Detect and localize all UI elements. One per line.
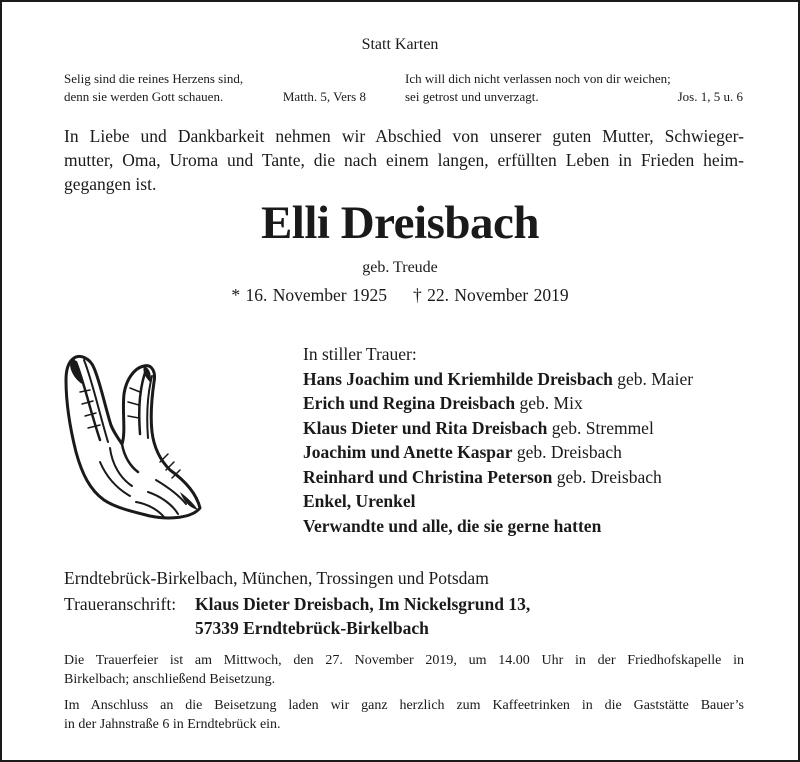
address-line1: Klaus Dieter Dreisbach, Im Nickelsgrund 13, [195,594,531,614]
funeral-info [64,652,744,689]
verse-right-line2-row [405,88,743,106]
mourner-birthname: geb. Mix [515,393,583,413]
bible-verse-right [405,70,743,106]
verse-left-line1: Selig sind die reines Herzens sind, [64,71,244,86]
intro-line: mutter, Oma, Uroma und Tante, die nach einem langen, erfüllten Leben in Frieden heim- [64,150,744,170]
intro-text [64,124,744,196]
mourner-birthname: geb. Dreisbach [512,442,622,462]
mourning-address [64,592,530,640]
address-row-1 [64,592,530,616]
mourner-entry [303,465,693,490]
mourner-name: Reinhard und Christina Peterson [303,466,553,487]
verse-left-reference: Matth. 5, Vers 8 [282,89,366,104]
intro-line: In Liebe und Dankbarkeit nehmen wir Abschied von unserer guten Mutter, Schwieger- [64,126,744,146]
mourner-name: Erich und Regina Dreisbach [303,393,516,413]
mourner-entry [303,514,693,539]
address-line2: 57339 Erndtebrück-Birkelbach [195,618,429,638]
verse-left-line2-row [64,88,366,106]
cities-line: Erndtebrück-Birkelbach, München, Trossingen und Potsdam [64,568,489,588]
funeral-line: Birkelbach; anschließend Beisetzung. [64,671,276,687]
mourning-heading: In stiller Trauer: [303,344,417,364]
mourner-entry [303,367,693,392]
mourner-birthname: geb. Dreisbach [552,466,662,487]
address-row-2 [64,616,530,640]
verse-left-line2: denn sie werden Gott schauen. [64,89,224,104]
birth-date: * 16. November 1925 [231,285,387,305]
coffee-line: Im Anschluss an die Beisetzung laden wir ganz herzlich zum Kaffeetrinken in die Gaststätte Bauer’s [64,698,744,713]
mourner-entry [303,416,693,441]
address-label: Traueranschrift: [64,594,177,614]
mourners-list [303,342,693,538]
funeral-line: Die Trauerfeier ist am Mittwoch, den 27. November 2019, um 14.00 Uhr in der Friedhofskapelle in [64,653,744,668]
coffee-invitation [64,697,744,734]
mourner-birthname: geb. Stremmel [547,417,654,438]
mourner-birthname: geb. Maier [612,368,694,389]
mourner-entry [303,440,693,465]
death-date: † 22. November 2019 [413,285,569,305]
life-dates [2,285,798,306]
deceased-name: Elli Dreisbach [260,197,540,249]
mourner-name: Klaus Dieter und Rita Dreisbach [303,417,548,438]
mourner-name: Verwandte und alle, die sie gerne hatten [303,515,602,536]
coffee-line: in der Jahnstraße 6 in Erndtebrück ein. [64,716,281,732]
mourner-entry [303,391,693,416]
mourner-entry [303,489,693,514]
verse-right-line2: sei getrost und unverzagt. [405,89,539,104]
bible-verse-left [64,70,366,106]
mourner-name: Hans Joachim und Kriemhilde Dreisbach [303,368,613,389]
intro-line: gegangen ist. [64,174,157,194]
mourner-name: Enkel, Urenkel [303,491,416,511]
birth-name: geb. Treude [362,259,438,276]
verse-right-reference: Jos. 1, 5 u. 6 [677,89,743,104]
mourner-name: Joachim und Anette Kaspar [303,442,513,462]
header-statt-karten: Statt Karten [361,36,439,53]
praying-hands-icon [60,352,204,522]
verse-right-line1: Ich will dich nicht verlassen noch von dir weichen; [405,71,671,86]
